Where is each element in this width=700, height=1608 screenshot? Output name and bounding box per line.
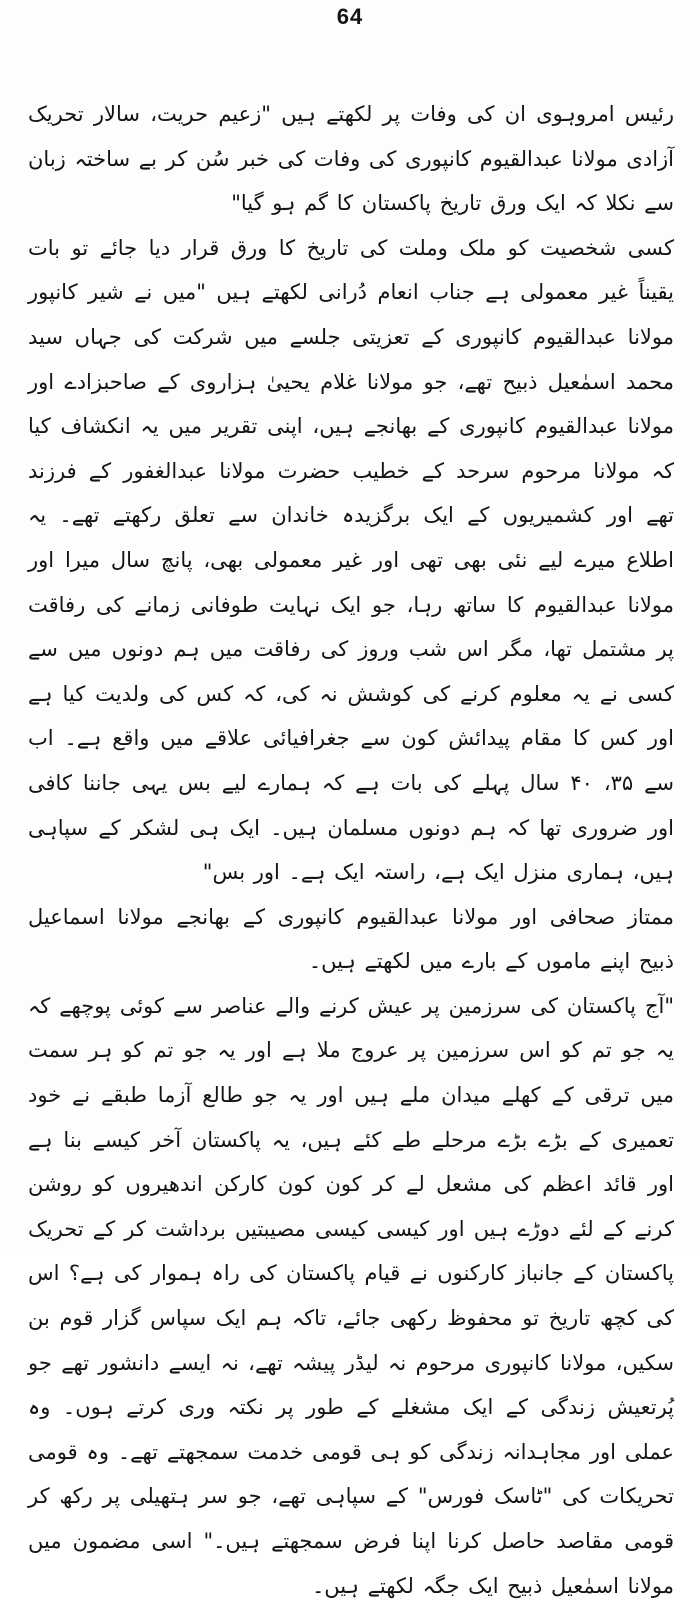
paragraph-ismail-zabeeh-quote: "آج پاکستان کی سرزمین پر عیش کرنے والے عناصر سے کوئی پوچھے کہ یہ جو تم کو اس سرزمین پر عروج ملا ہے اور یہ جو تم کو ہر سمت میں ترقی کے کھلے میدان ملے ہیں اور یہ جو طالع آزما طبقے نے خود تعمیری کے بڑے بڑے مرحلے طے کئے ہیں، یہ پاکستان آخر کیسے بنا ہے اور قائد اعظم کی مشعل لے کر کون کون کارکن اندھیروں کو روشن کرنے کے لئے دوڑے ہیں اور کیسی کیسی مصیبتیں برداشت کر کے تحریک پاکستان کے جانباز کارکنوں نے قیام پاکستان کی راہ ہموار کی ہے؟ اس کی کچھ تاریخ تو محفوظ رکھی جائے، تاکہ ہم ایک سپاس گزار قوم بن سکیں، مولانا کانپوری مرحوم نہ لیڈر پیشہ تھے، نہ ایسے دانشور تھے جو پُرتعیش زندگی کے ایک مشغلے کے طور پر نکتہ وری کرتے ہوں۔ وہ عملی اور مجاہدانہ زندگی کو ہی قومی خدمت سمجھتے تھے۔ وہ قومی تحریکات کی "ٹاسک فورس" کے سپاہی تھے، جو سر ہتھیلی پر رکھ کر قومی مقاصد حاصل کرنا اپنا فرض سمجھتے ہیں۔" اسی مضمون میں مولانا اسمٰعیل ذبیح ایک جگہ لکھتے ہیں۔: [28, 993, 674, 1598]
paragraph-inam-durrani-account: کسی شخصیت کو ملک وملت کی تاریخ کا ورق قرار دیا جائے تو بات یقیناً غیر معمولی ہے جناب انعام دُرانی لکھتے ہیں "میں نے شیر کانپور مولانا عبدالقیوم کانپوری کے تعزیتی جلسے میں شرکت کی جہاں سید محمد اسمٰعیل ذبیح تھے، جو مولانا غلام یحییٰ ہزاروی کے صاحبزادے اور مولانا عبدالقیوم کانپوری کے بھانجے ہیں، اپنی تقریر میں یہ انکشاف کیا کہ مولانا مرحوم سرحد کے خطیب حضرت مولانا عبدالغفور کے فرزند تھے اور کشمیریوں کے ایک برگزیدہ خاندان سے تعلق رکھتے تھے۔ یہ اطلاع میرے لیے نئی بھی تھی اور غیر معمولی بھی، پانچ سال میرا اور مولانا عبدالقیوم کا ساتھ رہا، جو ایک نہایت طوفانی زمانے کی رفاقت پر مشتمل تھا، مگر اس شب وروز کی رفاقت میں ہم دونوں میں سے کسی نے یہ معلوم کرنے کی کوشش نہ کی، کہ کس کی ولدیت کیا ہے اور کس کا مقام پیدائش کون سے جغرافیائی علاقے میں واقع ہے۔ اب سے ۳۵، ۴۰ سال پہلے کی بات ہے کہ ہمارے لیے بس یہی جاننا کافی اور ضروری تھا کہ ہم دونوں مسلمان ہیں۔ ایک ہی لشکر کے سپاہی ہیں، ہماری منزل ایک ہے، راستہ ایک ہے۔ اور بس": [28, 235, 675, 885]
paragraph-ismail-zabeeh-intro: ممتاز صحافی اور مولانا عبدالقیوم کانپوری کے بھانجے مولانا اسماعیل ذبیح اپنے ماموں کے بارے میں لکھتے ہیں۔: [28, 904, 674, 974]
paragraph-rais-amrohvi-quote: رئیس امروہوی ان کی وفات پر لکھتے ہیں "زعیم حریت، سالار تحریک آزادی مولانا عبدالقیوم کانپوری کی وفات کی خبر سُن کر بے ساختہ زبان سے نکلا کہ ایک ورق تاریخ پاکستان کا گم ہو گیا": [28, 102, 674, 216]
page-number: 64: [336, 4, 364, 29]
body-text: [28, 92, 674, 1608]
